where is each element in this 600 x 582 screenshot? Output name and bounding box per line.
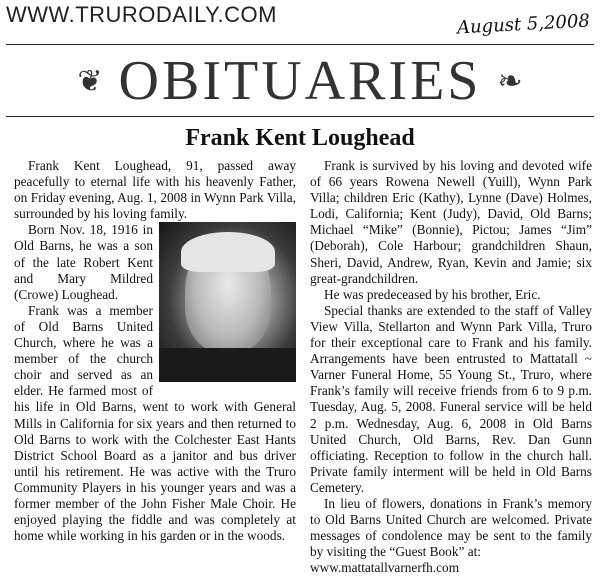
masthead: [0, 46, 600, 116]
site-url: WWW.TRURODAILY.COM: [6, 2, 277, 27]
paragraph: Special thanks are extended to the staff of Valley View Villa, Stellarton and Wynn Park Villa, Truro for their exceptional care to Frank and his family. Arrangements have been entrusted to Mattatall ~ Varner Funeral Home, 55 Young St., Truro, where Frank’s family will receive friends from 6 to 9 p.m. Tuesday, Aug. 5, 2008. Funeral service will be held 2 p.m. Wednesday, Aug. 6, 2008 in Old Barns United Church, Old Barns, Rev. Dan Gunn officiating. Reception to follow in the church hall. Private family interment will be held in Old Barns Cemetery.: [310, 302, 592, 495]
article-body: [14, 158, 592, 578]
handwritten-date: August 5,2008: [456, 10, 591, 39]
section-title: OBITUARIES: [118, 50, 482, 112]
portrait-photo: [159, 222, 296, 382]
paragraph: Born Nov. 18, 1916 in Old Barns, he was a son of the late Robert Kent and Mary Mildred (Crowe) Loughead.: [14, 222, 153, 302]
paragraph: Frank Kent Loughead, 91, passed away peacefully to eternal life with his heavenly Father, on Friday evening, Aug. 1, 2008 in Wynn Park Villa, surrounded by his loving family.: [14, 158, 296, 222]
paragraph: He was predeceased by his brother, Eric.: [324, 286, 541, 302]
portrait-hair: [181, 232, 275, 272]
header-top-rule: [6, 44, 594, 45]
paragraph: Frank is survived by his loving and devoted wife of 66 years Rowena Newell (Yuill), Wynn Park Villa; children Eric (Kathy), Lynne (Dave) Holmes, Lodi, California; Kent (Judy), David, Old Barns; Michael “Mike” (Bonnie), Pictou; James “Jim” (Deborah), Cole Harbour; grandchildren Shaun, Sheri, David, Andrew, Ryan, Kevin and Jamie; six great-grandchildren.: [310, 158, 592, 286]
fleur-ornament-icon: ❧: [497, 63, 523, 99]
paragraph: In lieu of flowers, donations in Frank’s memory to Old Barns United Church are welcomed. Private messages of condolence may be sent to the family by visiting the “Guest Book” at:: [310, 495, 592, 560]
fleur-ornament-icon: ❦: [77, 63, 103, 99]
header-bottom-rule: [6, 116, 594, 117]
paragraph: Frank was a member of Old Barns United Church, where he was a member of the church choir and served as an elder. He farmed most of his life in Old Barns, went to work with General Mills in California for six years and then returned to Old Barns to work with the Colchester East Hants District School Board as a janitor and bus driver until his retirement. He was active with the Truro Community Players in his younger years and was a former member of the John Fisher Male Choir. He enjoyed playing the fiddle and was completely at home while working in his garden or in the woods.: [14, 302, 296, 544]
obituary-headline: Frank Kent Loughead: [185, 125, 415, 151]
funeral-home-website: www.mattatallvarnerfh.com: [310, 560, 460, 576]
portrait-suit: [159, 348, 296, 382]
right-column: [310, 158, 592, 578]
left-column: [14, 158, 296, 578]
